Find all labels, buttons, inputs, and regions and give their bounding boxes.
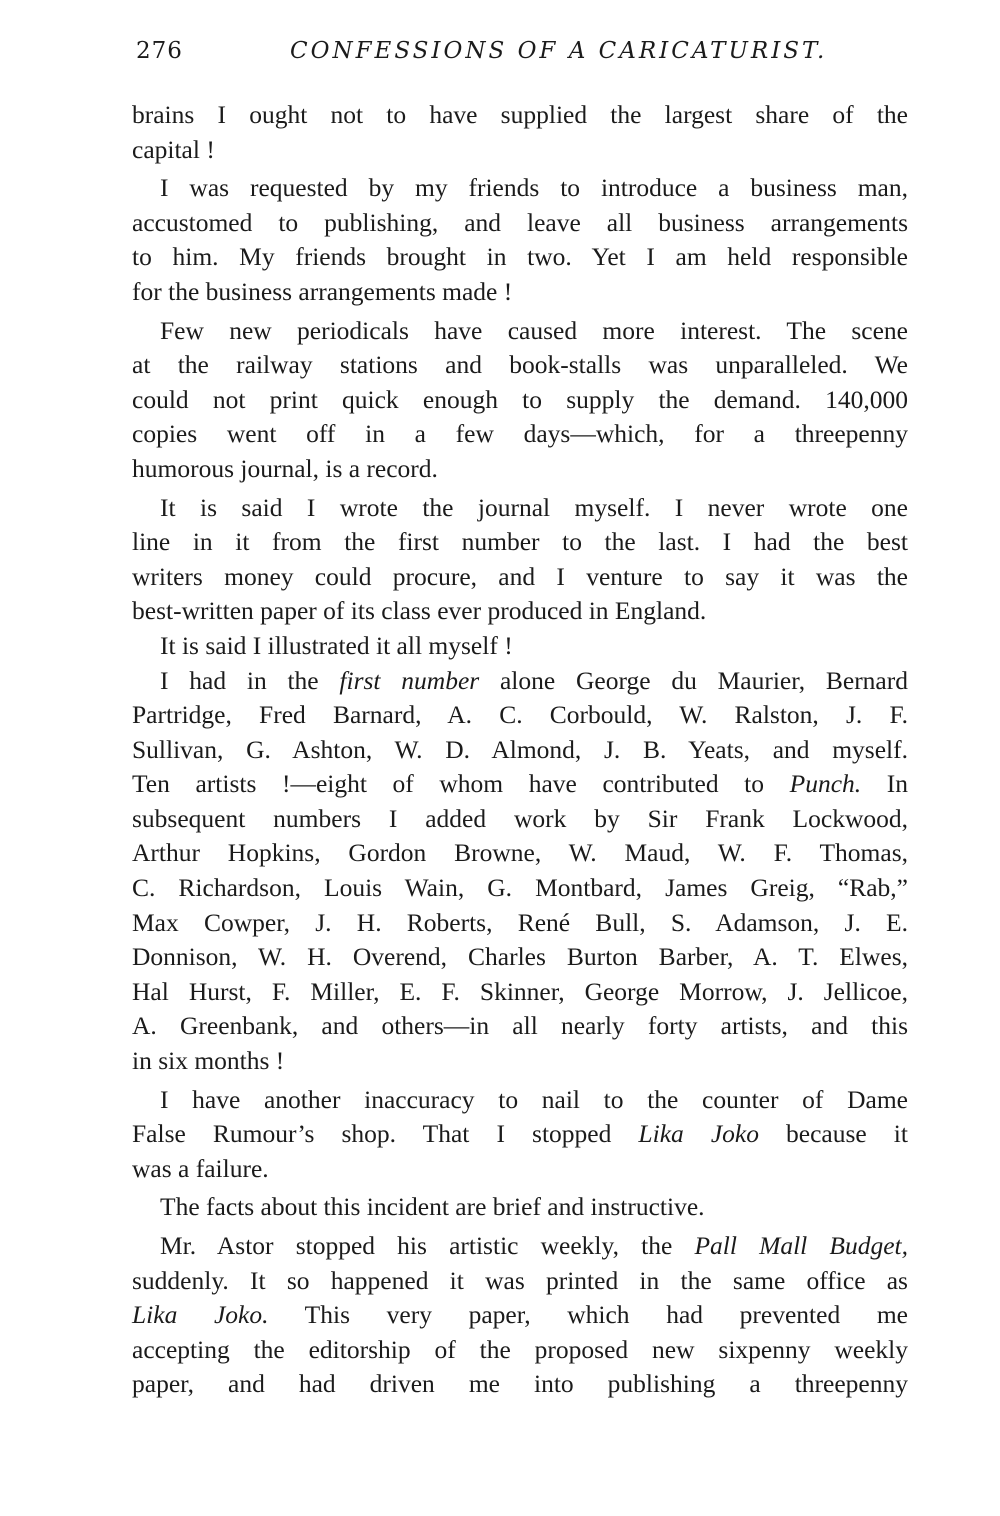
text-line: It is said I illustrated it all myself !	[160, 630, 513, 660]
text-line: I had in the first number alone George du Maurier, Bernard	[160, 665, 908, 695]
text-line: It is said I wrote the journal myself. I never wrote one	[160, 492, 908, 522]
text-line: I have another inaccuracy to nail to the counter of Dame	[160, 1084, 908, 1114]
running-title: CONFESSIONS OF A CARICATURIST.	[290, 38, 828, 64]
text-line: Sullivan, G. Ashton, W. D. Almond, J. B. Yeats, and myself.	[132, 734, 908, 764]
text-line: Arthur Hopkins, Gordon Browne, W. Maud, W. F. Thomas,	[132, 838, 908, 868]
text-line: in six months !	[132, 1046, 285, 1076]
text-line: for the business arrangements made !	[132, 276, 513, 306]
text-line: Mr. Astor stopped his artistic weekly, the Pall Mall Budget,	[160, 1231, 909, 1260]
page-number: 276	[136, 38, 183, 64]
text-line: best-written paper of its class ever produced in England.	[132, 596, 707, 626]
text-line: line in it from the first number to the last. I had the best	[132, 527, 908, 557]
text-line: suddenly. It so happened it was printed in the same office as	[132, 1265, 908, 1295]
text-line: capital !	[132, 134, 215, 164]
text-line: accepting the editorship of the proposed new sixpenny weekly	[132, 1334, 908, 1364]
text-line: to him. My friends brought in two. Yet I am held responsible	[132, 242, 908, 272]
text-line: paper, and had driven me into publishing a threepenny	[132, 1369, 908, 1399]
text-line: at the railway stations and book-stalls was unparalleled. We	[132, 350, 908, 380]
text-line: writers money could procure, and I venture to say it was the	[132, 561, 908, 591]
text-line: subsequent numbers I added work by Sir Frank Lockwood,	[132, 803, 908, 833]
text-line: was a failure.	[132, 1153, 269, 1183]
body-text	[132, 98, 908, 1402]
text-line: humorous journal, is a record.	[132, 453, 438, 483]
text-line: Donnison, W. H. Overend, Charles Burton Barber, A. T. Elwes,	[132, 942, 908, 972]
text-line: Hal Hurst, F. Miller, E. F. Skinner, George Morrow, J. Jellicoe,	[132, 976, 908, 1006]
text-line: brains I ought not to have supplied the largest share of the	[132, 100, 908, 129]
text-line: Lika Joko. This very paper, which had prevented me	[132, 1300, 908, 1330]
text-line: could not print quick enough to supply the demand. 140,000	[132, 384, 908, 414]
text-line: C. Richardson, Louis Wain, G. Montbard, James Greig, “Rab,”	[132, 873, 908, 903]
text-line: A. Greenbank, and others—in all nearly forty artists, and this	[132, 1011, 908, 1041]
text-line: Max Cowper, J. H. Roberts, René Bull, S. Adamson, J. E.	[132, 907, 908, 937]
page-header	[136, 38, 828, 70]
text-line: The facts about this incident are brief and instructive.	[160, 1192, 705, 1222]
text-line: accustomed to publishing, and leave all business arrangements	[132, 207, 908, 237]
text-line: I was requested by my friends to introduce a business man,	[160, 173, 908, 203]
text-line: Few new periodicals have caused more interest. The scene	[160, 315, 908, 345]
text-line: Partridge, Fred Barnard, A. C. Corbould, W. Ralston, J. F.	[132, 700, 908, 730]
text-line: False Rumour’s shop. That I stopped Lika Joko because it	[132, 1119, 908, 1149]
text-line: Ten artists !—eight of whom have contributed to Punch. In	[132, 769, 908, 799]
text-line: copies went off in a few days—which, for a threepenny	[132, 419, 908, 449]
